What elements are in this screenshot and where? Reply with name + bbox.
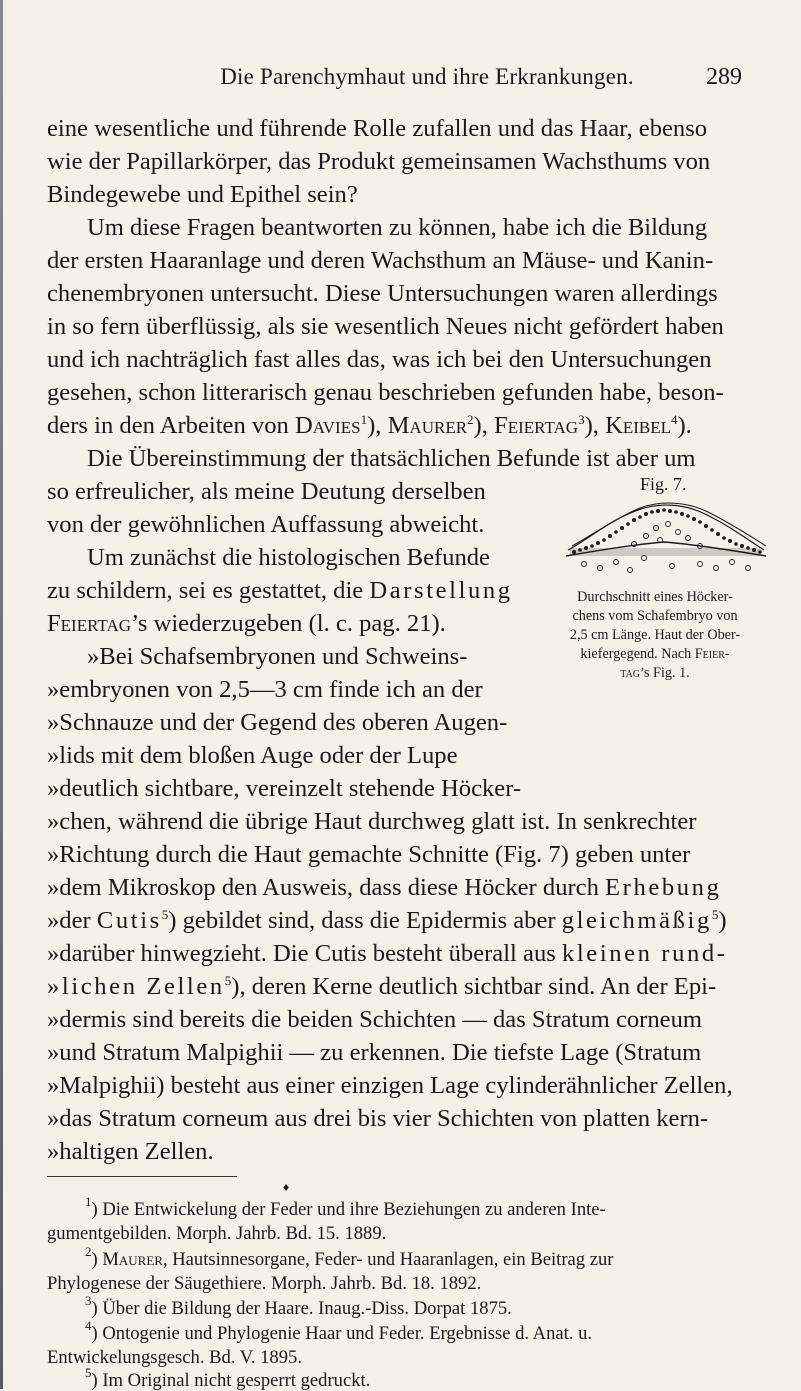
body-line: »Malpighii) besteht aus einer einzigen Lage cylinderähnlicher Zellen, xyxy=(47,1072,733,1099)
author-name: Feiertag xyxy=(494,412,579,439)
body-line: »darüber hinwegzieht. Die Cutis besteht überall aus kleinen rund- xyxy=(47,940,728,967)
body-line: Um zunächst die histologischen Befunde xyxy=(87,544,490,571)
body-line: »haltigen Zellen. xyxy=(47,1138,214,1165)
footnote: $^4$) Ontogenie und Phylogenie Haar und Feder. Ergebnisse d. Anat. u. xyxy=(85,1318,593,1344)
body-line: »Schnauze und der Gegend des oberen Augen- xyxy=(47,709,508,736)
body-line: »der Cutis$^5$) gebildet sind, dass die Epidermis aber gleichmäßig$^5$) xyxy=(47,907,727,934)
footnote: $^5$) Im Original nicht gesperrt gedruckt. xyxy=(85,1365,371,1391)
body-line: in so fern überflüssig, als sie wesentlich Neues nicht gefördert haben xyxy=(47,313,724,340)
figure-label: Fig. 7. xyxy=(640,474,687,494)
body-line: Die Übereinstimmung der thatsächlichen Befunde ist aber um xyxy=(87,445,696,472)
author-name: Keibel xyxy=(605,412,671,439)
body-line: eine wesentliche und führende Rolle zufallen und das Haar, ebenso xyxy=(47,115,708,142)
body-line: »dem Mikroskop den Ausweis, dass diese Höcker durch Erhebung xyxy=(47,874,722,901)
body-line: »lids mit dem bloßen Auge oder der Lupe xyxy=(47,742,458,769)
spaced-text: Cutis xyxy=(96,907,162,934)
body-line: der ersten Haaranlage und deren Wachsthum an Mäuse- und Kanin- xyxy=(47,247,714,274)
spaced-text: Erhebung xyxy=(605,874,722,901)
footnote: Phylogenese der Säugethiere. Morph. Jahrb. Bd. 18. 1892. xyxy=(47,1273,482,1294)
body-line: so erfreulicher, als meine Deutung derselben xyxy=(47,478,486,505)
footnote: $^2$) Maurer, Hautsinnesorgane, Feder- und Haaranlagen, ein Beitrag zur xyxy=(85,1244,614,1270)
body-line: wie der Papillarkörper, das Produkt gemeinsamen Wachsthums von xyxy=(47,148,711,175)
figure-illustration xyxy=(560,498,768,578)
body-line: zu schildern, sei es gestattet, die Darstellung xyxy=(47,577,513,604)
figure-caption-line: tag’s Fig. 1. xyxy=(620,665,690,681)
body-line: »dermis sind bereits die beiden Schichten — das Stratum corneum xyxy=(47,1006,703,1033)
body-line: »Richtung durch die Haut gemachte Schnitte (Fig. 7) geben unter xyxy=(47,841,691,868)
spaced-text: Darstellung xyxy=(369,577,513,604)
footnote-marker: 4 xyxy=(670,412,678,427)
footnote: gumentgebilden. Morph. Jahrb. Bd. 15. 1889. xyxy=(47,1223,387,1244)
body-line: »embryonen von 2,5—3 cm finde ich an der xyxy=(47,676,483,703)
body-line: gesehen, schon litterarisch genau beschrieben gefunden habe, beson- xyxy=(47,379,724,406)
body-line: »chen, während die übrige Haut durchweg glatt ist. In senkrechter xyxy=(47,808,697,835)
footnote-marker: 5 xyxy=(224,973,232,988)
body-line: »und Stratum Malpighii — zu erkennen. Die tiefste Lage (Stratum xyxy=(47,1039,702,1066)
body-line: ders in den Arbeiten von Davies$^1$), Maurer$^2$), Feiertag$^3$), Keibel$^4$). xyxy=(47,412,692,439)
figure-caption-line: kiefergegend. Nach Feier- xyxy=(580,646,730,662)
scan-edge xyxy=(0,0,3,1389)
footnote-marker: 5 xyxy=(711,907,719,922)
running-title: Die Parenchymhaut und ihre Erkrankungen. xyxy=(220,64,634,89)
footnote-rule xyxy=(47,1176,237,1177)
running-header xyxy=(112,64,742,98)
body-line: Um diese Fragen beantworten zu können, habe ich die Bildung xyxy=(87,214,708,241)
footnote-marker: 2 xyxy=(467,412,474,427)
body-line: »Bei Schafsembryonen und Schweins- xyxy=(87,643,468,670)
footnote-marker: 5 xyxy=(161,907,169,922)
spaced-text: »lichen Zellen xyxy=(47,973,225,1000)
spaced-text: gleichmäßig xyxy=(561,907,712,934)
body-line: Feiertag’s wiederzugeben (l. c. pag. 21). xyxy=(47,610,446,637)
page-number: 289 xyxy=(706,64,742,90)
author-name: Maurer xyxy=(387,412,468,439)
body-line: von der gewöhnlichen Auffassung abweicht. xyxy=(47,511,485,538)
body-line: chenembryonen untersucht. Diese Untersuchungen waren allerdings xyxy=(47,280,718,307)
author-name: Davies xyxy=(294,412,361,439)
author-name: Feiertag xyxy=(47,610,132,637)
footnote: $^3$) Über die Bildung der Haare. Inaug.-Diss. Dorpat 1875. xyxy=(85,1293,512,1319)
body-line: »deutlich sichtbare, vereinzelt stehende Höcker- xyxy=(47,775,522,802)
footnote-marker: 1 xyxy=(360,412,368,427)
figure-caption-line: chens vom Schafembryo von xyxy=(572,608,738,624)
figure-caption-line: 2,5 cm Länge. Haut der Ober- xyxy=(569,627,741,643)
body-line: Bindegewebe und Epithel sein? xyxy=(47,181,358,208)
body-line: »das Stratum corneum aus drei bis vier Schichten von platten kern- xyxy=(47,1105,709,1132)
footnote: $^1$) Die Entwickelung der Feder und ihre Beziehungen zu anderen Inte- xyxy=(85,1194,606,1220)
footnote: Entwickelungsgesch. Bd. V. 1895. xyxy=(47,1347,302,1368)
body-line: und ich nachträglich fast alles das, was ich bei den Untersuchungen xyxy=(47,346,712,373)
spaced-text: kleinen rund- xyxy=(561,940,728,967)
ink-blot: ♦ xyxy=(283,1180,290,1194)
figure-caption-line: Durchschnitt eines Höcker- xyxy=(577,589,733,605)
footnote-marker: 3 xyxy=(578,412,585,427)
body-line: »lichen Zellen$^5$), deren Kerne deutlich sichtbar sind. An der Epi- xyxy=(47,973,717,1000)
